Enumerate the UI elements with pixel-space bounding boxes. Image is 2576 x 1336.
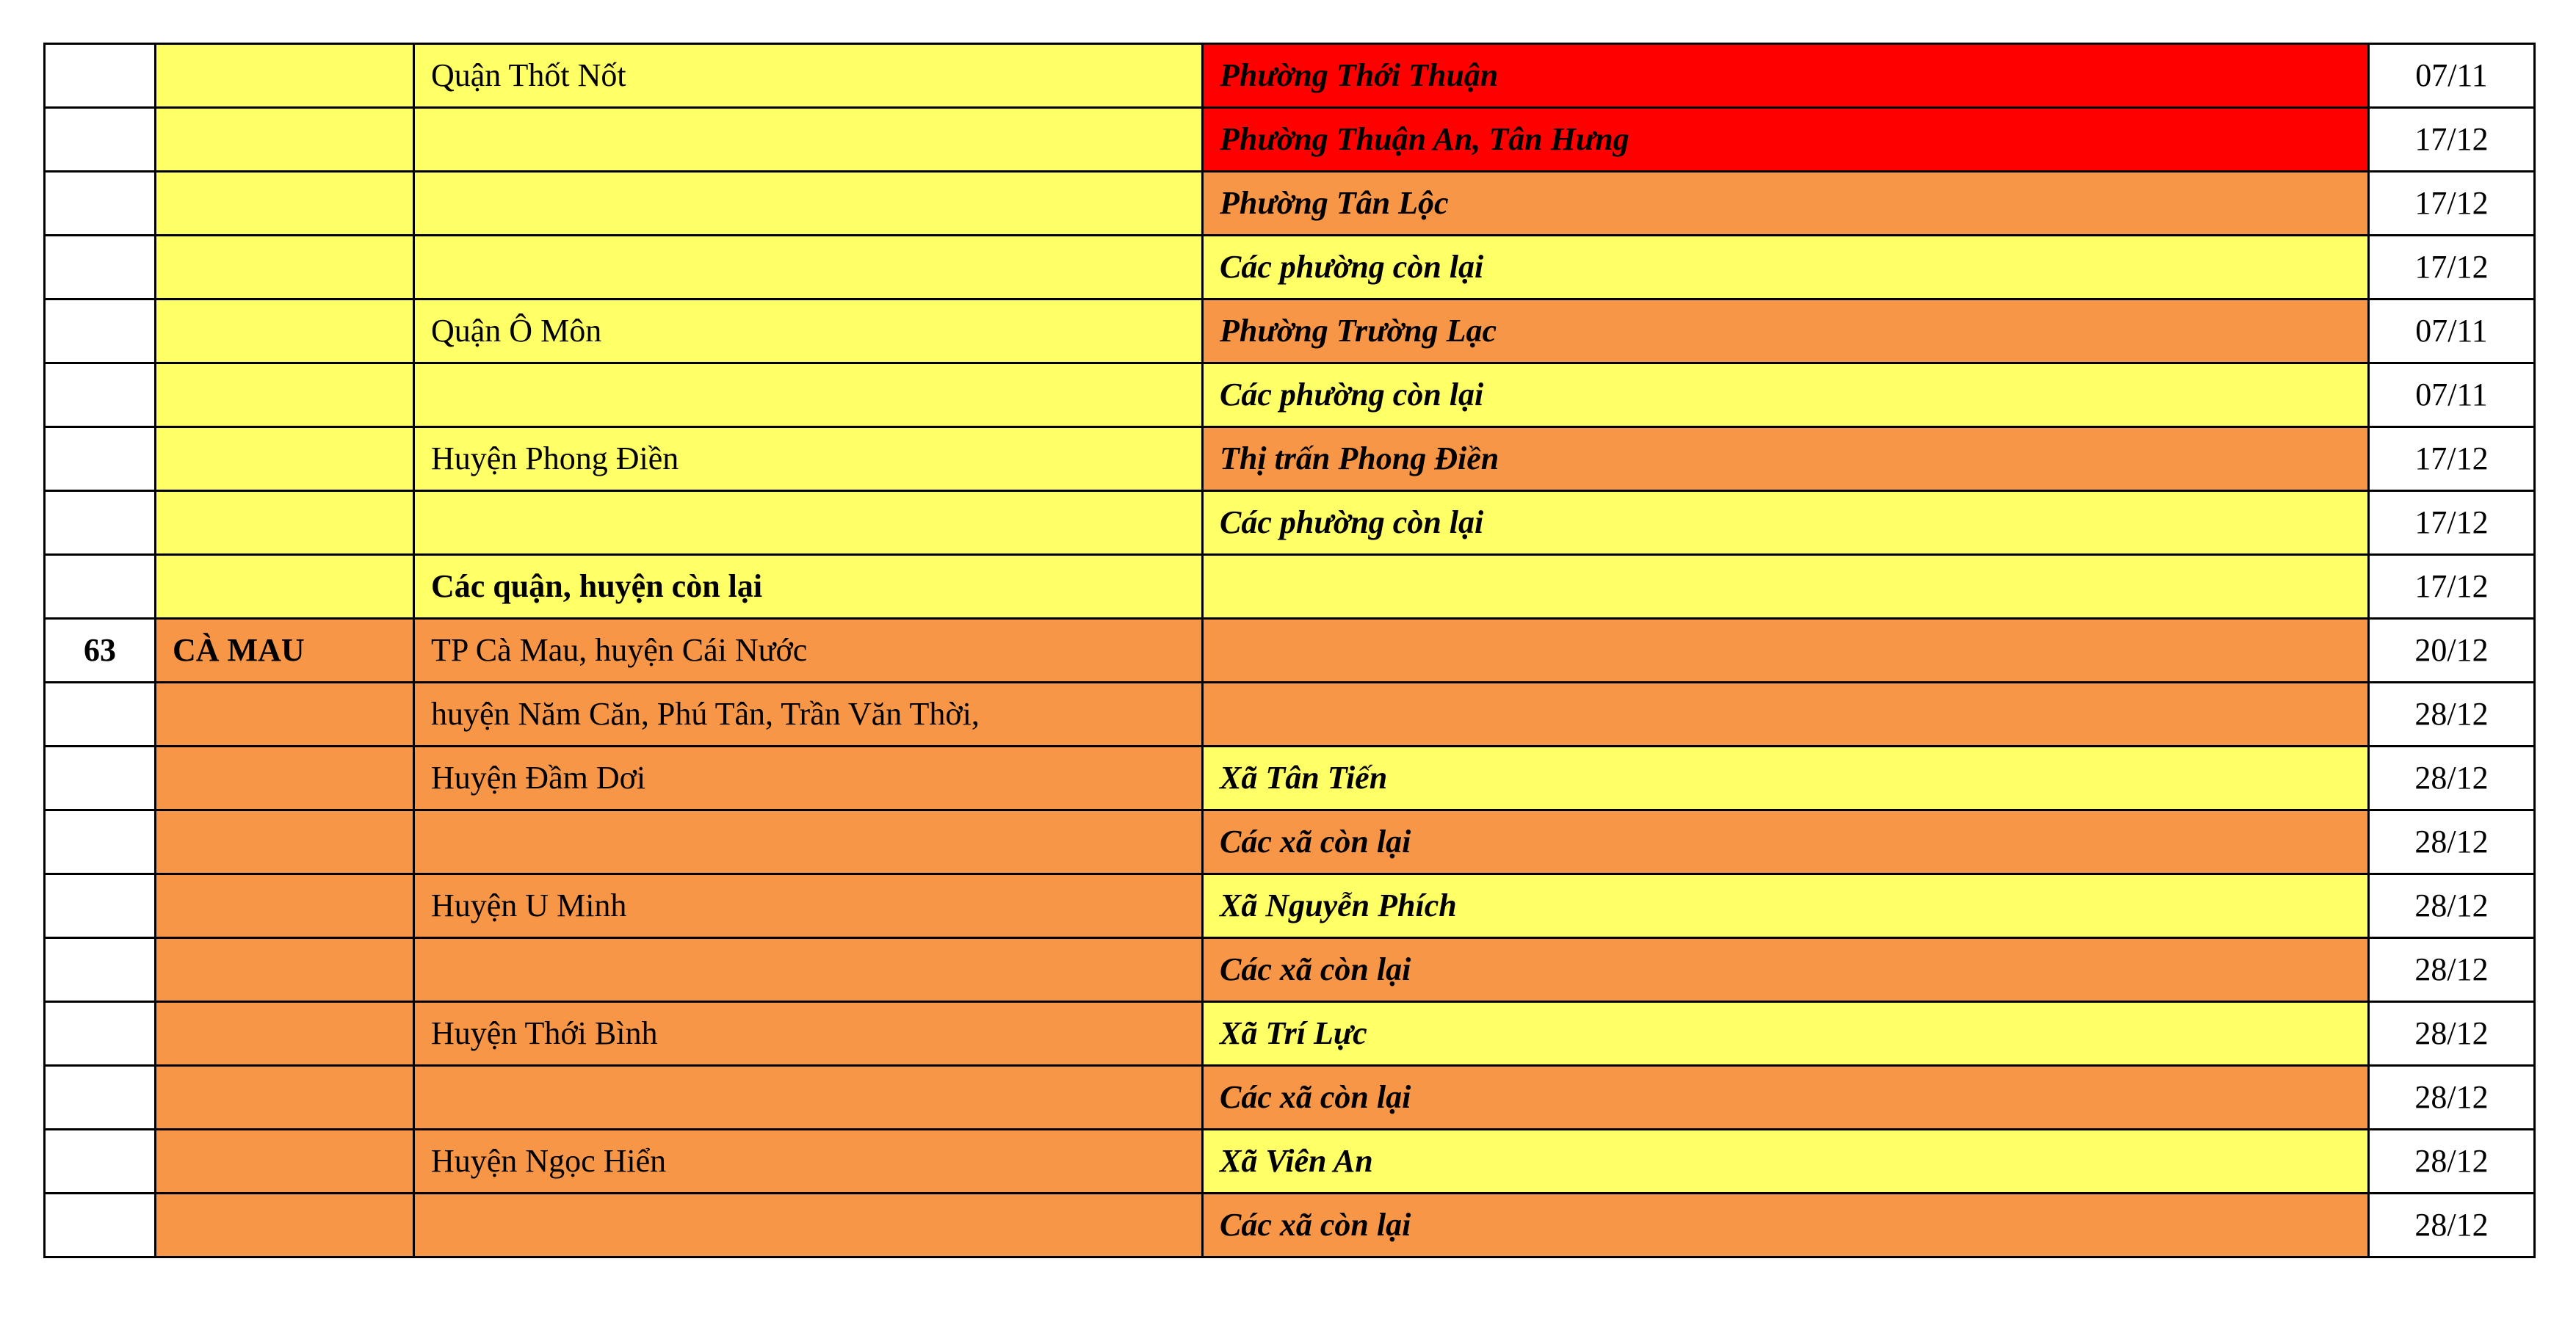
- stt-cell: [45, 810, 156, 874]
- table-row: [45, 1002, 2535, 1066]
- ward-cell: Các phường còn lại: [1203, 491, 2369, 555]
- province-cell: [156, 810, 414, 874]
- district-cell: [414, 363, 1203, 427]
- table-row: [45, 1066, 2535, 1130]
- province-cell: [156, 874, 414, 938]
- stt-cell: [45, 747, 156, 810]
- date-cell: 28/12: [2369, 683, 2535, 747]
- district-cell: TP Cà Mau, huyện Cái Nước: [414, 619, 1203, 683]
- table-row: [45, 555, 2535, 619]
- stt-cell: 63: [45, 619, 156, 683]
- date-cell: 07/11: [2369, 44, 2535, 108]
- stt-cell: [45, 683, 156, 747]
- province-cell: [156, 491, 414, 555]
- ward-cell: [1203, 555, 2369, 619]
- province-cell: [156, 427, 414, 491]
- province-cell: [156, 1002, 414, 1066]
- ward-cell: Xã Nguyễn Phích: [1203, 874, 2369, 938]
- date-cell: 28/12: [2369, 1194, 2535, 1257]
- date-cell: 28/12: [2369, 747, 2535, 810]
- province-cell: CÀ MAU: [156, 619, 414, 683]
- stt-cell: [45, 299, 156, 363]
- date-cell: 28/12: [2369, 938, 2535, 1002]
- district-cell: Quận Thốt Nốt: [414, 44, 1203, 108]
- province-cell: [156, 683, 414, 747]
- table-row: [45, 1130, 2535, 1194]
- table-row: [45, 683, 2535, 747]
- ward-cell: Các xã còn lại: [1203, 938, 2369, 1002]
- ward-cell: Xã Tân Tiến: [1203, 747, 2369, 810]
- date-cell: 20/12: [2369, 619, 2535, 683]
- district-cell: [414, 1194, 1203, 1257]
- stt-cell: [45, 1002, 156, 1066]
- province-cell: [156, 747, 414, 810]
- district-cell: [414, 938, 1203, 1002]
- schedule-table: [43, 43, 2536, 1258]
- table-row: [45, 938, 2535, 1002]
- province-cell: [156, 1066, 414, 1130]
- table-row: [45, 747, 2535, 810]
- date-cell: 17/12: [2369, 236, 2535, 299]
- district-cell: Huyện Thới Bình: [414, 1002, 1203, 1066]
- province-cell: [156, 108, 414, 172]
- ward-cell: Phường Trường Lạc: [1203, 299, 2369, 363]
- ward-cell: [1203, 683, 2369, 747]
- district-cell: [414, 236, 1203, 299]
- table-row: [45, 619, 2535, 683]
- province-cell: [156, 172, 414, 236]
- stt-cell: [45, 108, 156, 172]
- date-cell: 28/12: [2369, 1002, 2535, 1066]
- table-row: [45, 874, 2535, 938]
- ward-cell: Phường Tân Lộc: [1203, 172, 2369, 236]
- date-cell: 28/12: [2369, 1066, 2535, 1130]
- stt-cell: [45, 491, 156, 555]
- table-row: [45, 236, 2535, 299]
- province-cell: [156, 363, 414, 427]
- district-cell: huyện Năm Căn, Phú Tân, Trần Văn Thời,: [414, 683, 1203, 747]
- province-cell: [156, 1130, 414, 1194]
- ward-cell: Các phường còn lại: [1203, 363, 2369, 427]
- district-cell: Huyện Đầm Dơi: [414, 747, 1203, 810]
- district-cell: Huyện U Minh: [414, 874, 1203, 938]
- stt-cell: [45, 172, 156, 236]
- date-cell: 17/12: [2369, 491, 2535, 555]
- district-cell: Quận Ô Môn: [414, 299, 1203, 363]
- district-cell: [414, 810, 1203, 874]
- stt-cell: [45, 1194, 156, 1257]
- ward-cell: Xã Trí Lực: [1203, 1002, 2369, 1066]
- province-cell: [156, 1194, 414, 1257]
- date-cell: 17/12: [2369, 108, 2535, 172]
- date-cell: 28/12: [2369, 810, 2535, 874]
- date-cell: 17/12: [2369, 427, 2535, 491]
- province-cell: [156, 44, 414, 108]
- province-cell: [156, 299, 414, 363]
- province-cell: [156, 236, 414, 299]
- ward-cell: Phường Thới Thuận: [1203, 44, 2369, 108]
- stt-cell: [45, 874, 156, 938]
- district-cell: [414, 491, 1203, 555]
- table-row: [45, 172, 2535, 236]
- table-row: [45, 108, 2535, 172]
- stt-cell: [45, 44, 156, 108]
- table-row: [45, 810, 2535, 874]
- date-cell: 07/11: [2369, 299, 2535, 363]
- date-cell: 07/11: [2369, 363, 2535, 427]
- province-cell: [156, 555, 414, 619]
- district-cell: [414, 1066, 1203, 1130]
- ward-cell: Phường Thuận An, Tân Hưng: [1203, 108, 2369, 172]
- table-row: [45, 299, 2535, 363]
- table-row: [45, 44, 2535, 108]
- ward-cell: Các xã còn lại: [1203, 1194, 2369, 1257]
- district-cell: [414, 108, 1203, 172]
- stt-cell: [45, 236, 156, 299]
- schedule-table-body: [45, 44, 2535, 1257]
- date-cell: 28/12: [2369, 874, 2535, 938]
- province-cell: [156, 938, 414, 1002]
- district-cell: [414, 172, 1203, 236]
- district-cell: Huyện Ngọc Hiển: [414, 1130, 1203, 1194]
- ward-cell: [1203, 619, 2369, 683]
- stt-cell: [45, 555, 156, 619]
- district-cell: Các quận, huyện còn lại: [414, 555, 1203, 619]
- stt-cell: [45, 427, 156, 491]
- table-row: [45, 1194, 2535, 1257]
- table-row: [45, 427, 2535, 491]
- ward-cell: Các xã còn lại: [1203, 1066, 2369, 1130]
- district-cell: Huyện Phong Điền: [414, 427, 1203, 491]
- table-row: [45, 363, 2535, 427]
- table-row: [45, 491, 2535, 555]
- ward-cell: Các phường còn lại: [1203, 236, 2369, 299]
- stt-cell: [45, 1066, 156, 1130]
- stt-cell: [45, 938, 156, 1002]
- date-cell: 17/12: [2369, 172, 2535, 236]
- stt-cell: [45, 1130, 156, 1194]
- ward-cell: Các xã còn lại: [1203, 810, 2369, 874]
- ward-cell: Thị trấn Phong Điền: [1203, 427, 2369, 491]
- date-cell: 28/12: [2369, 1130, 2535, 1194]
- date-cell: 17/12: [2369, 555, 2535, 619]
- stt-cell: [45, 363, 156, 427]
- ward-cell: Xã Viên An: [1203, 1130, 2369, 1194]
